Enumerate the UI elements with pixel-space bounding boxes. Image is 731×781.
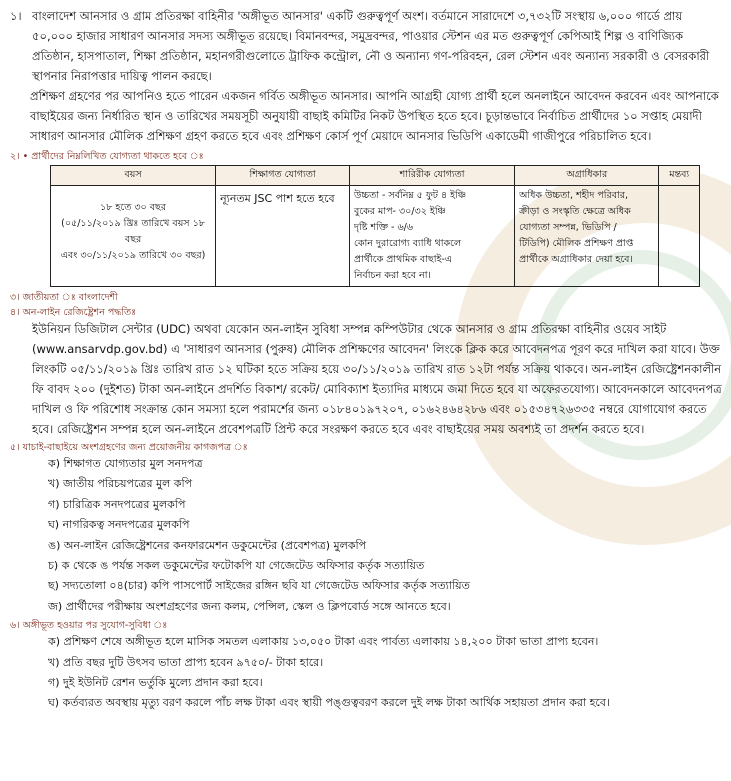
list-item: ঘ) কর্তব্যরত অবস্থায় মৃত্যু বরণ করলে পাঁচ লক্ষ টাকা এবং স্থায়ী পঙ্গুত্ববরণ করলে দুই লক্ষ টাকা আর্থিক সহায়তা প্রদান করা হবে।: [48, 696, 610, 710]
list-item: গ) চারিত্রিক সনদপত্রের মুলকপি: [48, 497, 186, 511]
table-row: [51, 186, 700, 287]
cell-priority: [515, 186, 659, 287]
list-item: ছ) সদ্যতোলা ০৪(চার) কপি পাসপোর্ট সাইজের রঙ্গিন ছবি যা গেজেটেড অফিসার কর্তৃক সত্যায়িত: [48, 579, 470, 593]
physical-line: নির্বাচন করা হবে না।: [354, 270, 431, 281]
section-3-heading: ৩। জাতীয়তা ঃ বাংলাদেশী: [10, 292, 118, 303]
priority-line: যোগ্যতা সম্পন্ন, ভিডিপি /: [519, 222, 617, 233]
required-documents-list: [48, 454, 723, 617]
list-item: চ) ক থেকে ঙ পর্যন্ত সকল ডকুমেন্টের ফটোকপি যা গেজেটেড অফিসার কর্তৃক সত্যায়িত: [48, 558, 425, 572]
physical-line: দৃষ্টি শক্তি - ৬/৬: [354, 222, 414, 233]
list-item: জ) প্রার্থীদের পরীক্ষায় অংশগ্রহণের জন্য কলম, পেন্সিল, স্কেল ও ক্লিপবোর্ড সঙ্গে আনতে হবে।: [48, 599, 451, 613]
physical-line: উচ্চতা - সর্বনিম্ন ৫ ফুট ৪ ইঞ্চি: [354, 190, 467, 201]
age-range: ১৮ হতে ৩০ বছর: [100, 202, 167, 213]
section-4-paragraph: ইউনিয়ন ডিজিটাল সেন্টার (UDC) অথবা যেকোন অন-লাইন সুবিধা সম্পন্ন কম্পিউটার থেকে আনসার ও গ্রাম প্রতিরক্ষা বাহিনীর ওয়েব সাইট (www.ansarvdp.gov.bd) এ 'সাধারণ আনসার (পুরুষ) মৌলিক প্রশিক্ষণের আবেদন' লিংকে ক্লিক করে আবেদনপত্র পূরণ করে দাখিল করা যাবে। উক্ত লিংকটি ০৫/১১/২০১৯ খ্রিঃ তারিখ রাত ১২ ঘটিকা হতে সক্রিয় হয়ে ৩০/১১/২০১৯ তারিখ রাত ১২টা পর্যন্ত সক্রিয় থাকবে। অন-লাইন রেজিষ্ট্রেশনকালীন ফি বাবদ ২০০ (দুইশত) টাকা অন-লাইনে প্রদর্শিত বিকাশ/ রকেট/ মোবিক্যাশ ইত্যাদির মাধ্যমে জমা দিতে হবে যা অফেরতযোগ্য। আবেদনকালে আবেদনপত্র দাখিল ও ফি পরিশোধ সংক্রান্ত কোন সমস্যা হলে পরামর্শের জন্য ০১৮৪০১৯৭২০৭, ০১৬২৪৬৪২৮৬ এবং ০১৫৩৪৭২৬৩৩৫ নম্বরে যোগাযোগ করতে হবে। রেজিষ্ট্রেশন সম্পন্ন হলে অন-লাইনে প্রবেশপত্রটি প্রিন্ট করে সংরক্ষণ করতে হবে এবং বাছাইয়ের সময় অবশ্যই তা প্রদর্শন করতে হবে।: [32, 322, 722, 436]
cell-education: [216, 186, 350, 287]
physical-line: বুকের মাপ- ৩০/৩২ ইঞ্চি: [354, 206, 446, 217]
list-item: গ) দুই ইউনিট রেশন ভর্তুকি মুল্যে প্রদান করা হবে।: [48, 675, 263, 689]
list-item: ক) প্রশিক্ষণ শেষে অঙ্গীভূত হলে মাসিক সমতল এলাকায় ১৩,০৫০ টাকা এবং পার্বত্য এলাকায় ১৪,২০০ টাকা ভাতা প্রাপ্য হবেন।: [48, 635, 599, 649]
priority-line: অধিক উচ্চতা, শহীদ পরিবার,: [519, 190, 629, 201]
section-6-heading: ৬। অঙ্গীভূত হওয়ার পর সুযোগ-সুবিধা ঃ: [10, 620, 168, 632]
cell-physical: [350, 186, 515, 287]
col-header-age: বয়স: [51, 166, 216, 186]
section-1-paragraph-2: প্রশিক্ষণ গ্রহণের পর আপনিও হতে পারেন একজন গর্বিত অঙ্গীভূত আনসার। আপনি আগ্রহী যোগ্য প্রার্থী হলে অনলাইনে আবেদন করবেন এবং আপনাকে বাছাইয়ের জন্য নির্ধারিত স্থান ও তারিখের সময়সূচী অনুযায়ী বাছাই কমিটির নিকট উপস্থিত হতে হবে। চূড়ান্তভাবে নির্বাচিত প্রার্থীদের ১০ সপ্তাহ মেয়াদী সাধারণ আনসার মৌলিক প্রশিক্ষণ গ্রহণ করতে হবে এবং প্রশিক্ষণ কোর্স পূর্ণ মেয়াদে আনসার ভিডিপি একাডেমী গাজীপুরে পরিচালিত হবে।: [30, 89, 719, 143]
col-header-priority: অগ্রাধিকার: [515, 166, 659, 186]
list-item: ক) শিক্ষাগত যোগ্যতার মুল সনদপত্র: [48, 457, 203, 470]
priority-line: প্রার্থীকে অগ্রাধিকার দেয়া হবে।: [519, 254, 633, 265]
section-2-heading: ২। • প্রার্থীদের নিম্নলিখিত যোগ্যতা থাকতে হবে ঃ: [10, 151, 204, 162]
list-item: ঙ) অন-লাইন রেজিষ্ট্রেশনের কনফারমেশন ডকুমেন্টের (প্রবেশপত্র) মুলকপি: [48, 538, 367, 552]
priority-line: ক্রীড়া ও সংস্কৃতি ক্ষেত্রে অধিক: [519, 206, 631, 217]
age-note-2: এবং ৩০/১১/২০১৯ তারিখে ৩০ বছর): [60, 250, 206, 261]
cell-age: [51, 186, 216, 287]
education-requirement: ন্যূনতম JSC পাশ হতে হবে: [220, 192, 335, 205]
col-header-education: শিক্ষাগত যোগ্যতা: [216, 166, 350, 186]
section-1-paragraph-1: বাংলাদেশ আনসার ও গ্রাম প্রতিরক্ষা বাহিনীর 'অঙ্গীভূত আনসার' একটি গুরুত্বপূর্ণ অংশ। বর্তমানে সারাদেশে ৩,৭৩২টি সংস্থায় ৬,০০০ গার্ডে প্রায় ৫০,০০০ হাজার সাধারণ আনসার সদস্য অঙ্গীভূত রয়েছে। বিমানবন্দর, সমুদ্রবন্দর, পাওয়ার স্টেশন এর মত গুরুত্বপূর্ণ কেপিআই শিল্প ও বাণিজ্যিক প্রতিষ্ঠান, হাসপাতাল, শিক্ষা প্রতিষ্ঠান, মহানগরীগুলোতে ট্রাফিক কন্ট্রোল, নৌ ও অন্যান্য গণ-পরিবহন, রেল স্টেশন এবং অন্যান্য সরকারী ও বেসরকারী স্থাপনার নিরাপত্তার দায়িত্ব পালন করছে।: [32, 9, 710, 83]
section-1-number: ১।: [10, 9, 22, 23]
benefits-list: [48, 632, 723, 714]
eligibility-table: [50, 165, 700, 287]
priority-line: টিডিপি) মৌলিক প্রশিক্ষণ প্রাপ্ত: [519, 238, 634, 249]
list-item: খ) জাতীয় পরিচয়পত্রের মুল কপি: [48, 477, 193, 491]
section-1: [10, 6, 723, 146]
section-5-heading: ৫। যাচাই-বাছাইয়ে অংশগ্রহণের জন্য প্রয়োজনীয় কাগজপত্র ঃ: [10, 442, 248, 453]
table-header-row: [51, 166, 700, 186]
age-note-1: (০৫/১১/২০১৯ খ্রিঃ তারিখে বয়স ১৮ বছর: [61, 218, 205, 245]
col-header-physical: শারিরীক যোগ্যতা: [350, 166, 515, 186]
cell-remarks: [659, 186, 700, 287]
physical-line: কোন দুরারোগ্য ব্যাধি থাকলে: [354, 238, 462, 249]
col-header-remarks: মন্তব্য: [659, 166, 700, 186]
list-item: ঘ) নাগরিকত্ব সনদপত্রের মুলকপি: [48, 518, 190, 532]
physical-line: প্রার্থীকে প্রাথমিক বাছাই-এ: [354, 254, 453, 265]
section-4-heading: ৪। অন-লাইন রেজিষ্ট্রেশন পদ্ধতিঃ: [10, 307, 137, 318]
list-item: খ) প্রতি বছর দুটি উৎসব ভাতা প্রাপ্য হবেন ৯৭৫০/- টাকা হারে।: [48, 655, 324, 669]
